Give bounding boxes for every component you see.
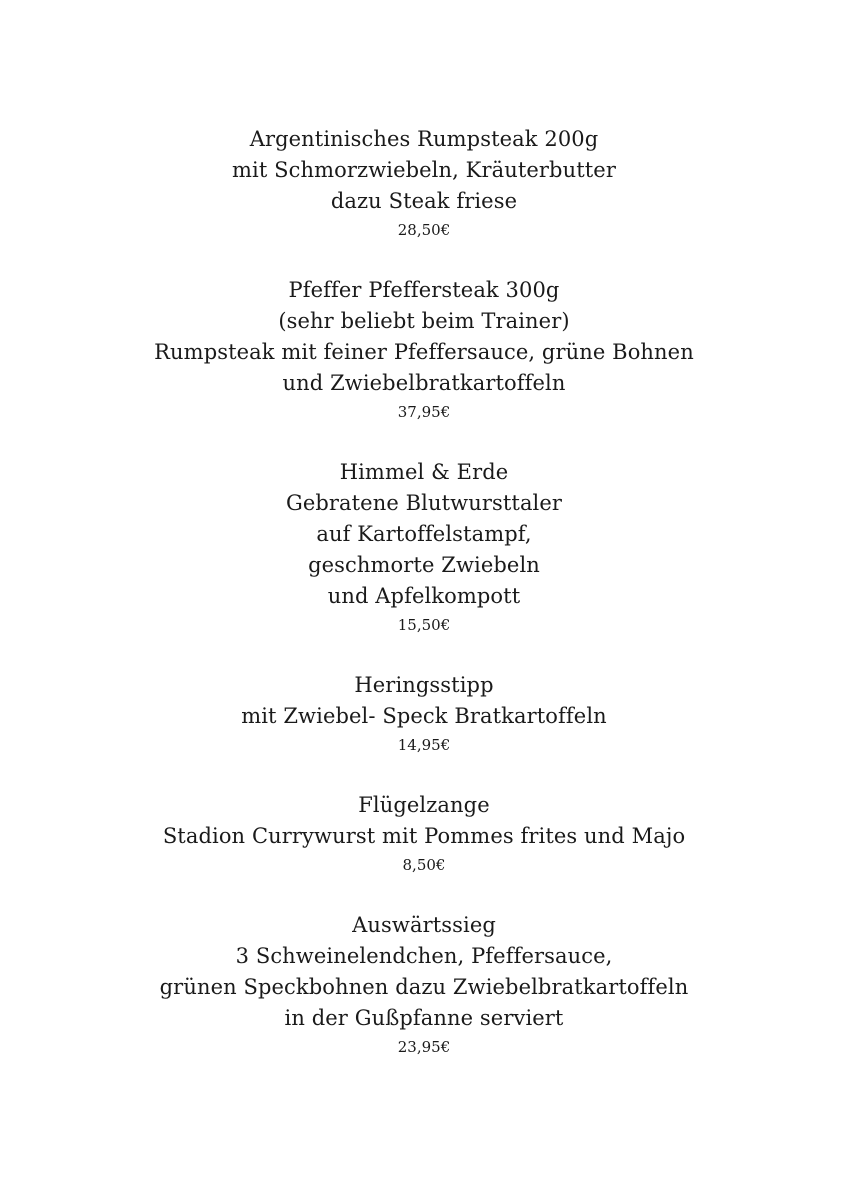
dish-description: Stadion Currywurst mit Pommes frites und Majo (162, 824, 686, 848)
menu-item-auswaertssieg (0, 910, 848, 1058)
dish-title: Pfeffer Pfeffersteak 300g (288, 278, 560, 302)
dish-description: Rumpsteak mit feiner Pfeffersauce, grüne Bohnen (154, 340, 694, 364)
dish-description: Gebratene Blutwursttaler (285, 491, 563, 515)
dish-description: mit Zwiebel- Speck Bratkartoffeln (241, 704, 607, 728)
dish-title: Flügelzange (358, 793, 490, 817)
dish-description: 3 Schweinelendchen, Pfeffersauce, (235, 944, 613, 968)
dish-price: 14,95€ (397, 736, 451, 754)
dish-price: 15,50€ (397, 616, 451, 634)
dish-price: 23,95€ (397, 1038, 451, 1056)
dish-description: auf Kartoffelstampf, (316, 522, 532, 546)
dish-title: Argentinisches Rumpsteak 200g (249, 127, 599, 151)
dish-description: geschmorte Zwiebeln (308, 553, 540, 577)
dish-description: (sehr beliebt beim Trainer) (278, 309, 570, 333)
menu-page (0, 124, 848, 1092)
menu-item-rumpsteak (0, 124, 848, 241)
menu-item-heringsstipp (0, 670, 848, 756)
dish-description: und Zwiebelbratkartoffeln (282, 371, 566, 395)
dish-title: Heringsstipp (354, 673, 494, 697)
dish-price: 37,95€ (397, 403, 451, 421)
dish-title: Himmel & Erde (339, 460, 509, 484)
dish-title: Auswärtssieg (352, 913, 496, 937)
dish-price: 28,50€ (397, 221, 451, 239)
dish-price: 8,50€ (402, 856, 446, 874)
dish-description: mit Schmorzwiebeln, Kräuterbutter (232, 158, 616, 182)
dish-description: in der Gußpfanne serviert (284, 1006, 564, 1030)
menu-item-himmel-erde (0, 457, 848, 636)
menu-item-fluegelzange (0, 790, 848, 876)
menu-item-pfeffersteak (0, 275, 848, 423)
dish-description: und Apfelkompott (327, 584, 521, 608)
dish-description: grünen Speckbohnen dazu Zwiebelbratkartoffeln (159, 975, 689, 999)
dish-description: dazu Steak friese (330, 189, 518, 213)
